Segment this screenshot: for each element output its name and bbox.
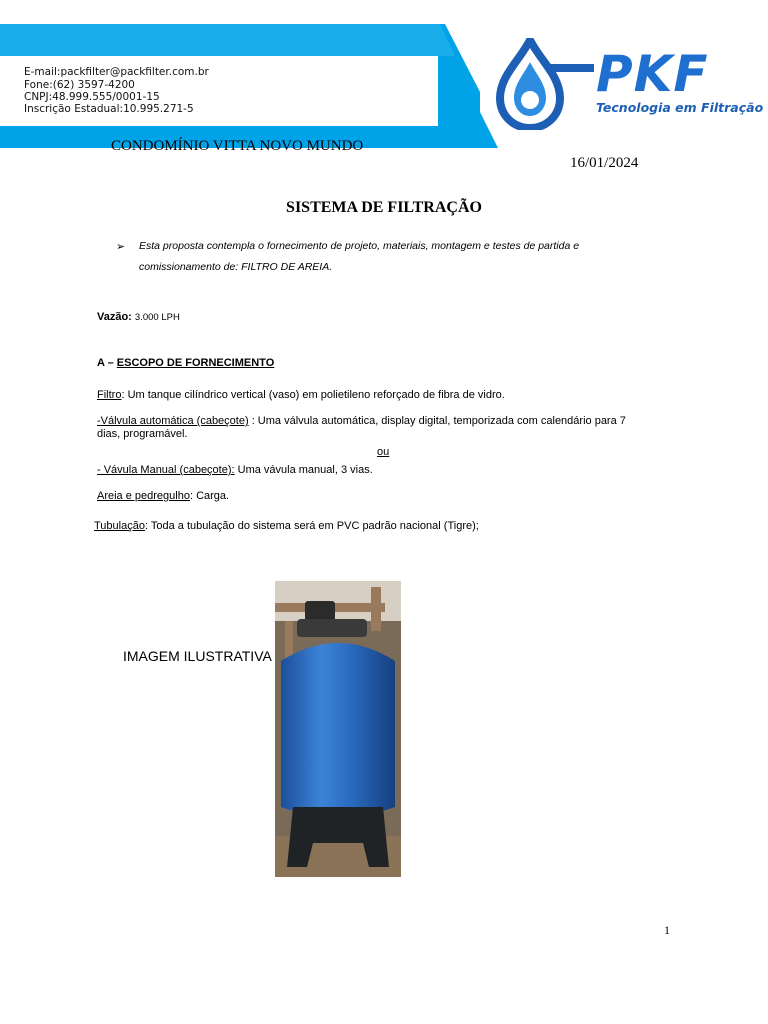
item-text: : Um tanque cilíndrico vertical (vaso) em polietileno reforçado de fibra de vidro. xyxy=(121,389,505,401)
flow-value: 3.000 LPH xyxy=(134,312,180,323)
item-automatic-valve xyxy=(97,415,626,427)
contact-phone: Fone:(62) 3597-4200 xyxy=(24,79,135,91)
item-piping xyxy=(94,520,479,532)
client-name: CONDOMÍNIO VITTA NOVO MUNDO xyxy=(111,138,364,154)
image-caption: IMAGEM ILUSTRATIVA xyxy=(123,648,272,664)
item-label: Areia e pedregulho xyxy=(97,490,190,502)
flow-rate xyxy=(97,311,180,323)
document-date: 16/01/2024 xyxy=(570,155,639,171)
or-separator: ou xyxy=(377,446,390,458)
item-label: -Válvula automática (cabeçote) xyxy=(97,415,249,427)
contact-state-registration: Inscrição Estadual:10.995.271-5 xyxy=(24,103,194,115)
flow-label: Vazão: xyxy=(97,311,132,323)
item-filter xyxy=(97,389,505,401)
item-text: Uma vávula manual, 3 vias. xyxy=(234,464,373,476)
contact-email: E-mail:packfilter@packfilter.com.br xyxy=(24,66,209,78)
item-sand-gravel xyxy=(97,490,229,502)
item-label: Tubulação xyxy=(94,520,145,532)
item-text: : Uma válvula automática, display digital, temporizada com calendário para 7 xyxy=(248,415,626,427)
intro-line-2: comissionamento de: FILTRO DE AREIA. xyxy=(139,261,333,273)
item-text: : Toda a tubulação do sistema será em PVC padrão nacional (Tigre); xyxy=(144,520,479,532)
page-number: 1 xyxy=(664,923,670,937)
item-automatic-valve-cont: dias, programável. xyxy=(97,428,188,440)
contact-cnpj: CNPJ:48.999.555/0001-15 xyxy=(24,91,160,103)
section-prefix: A – xyxy=(97,357,114,369)
section-title: ESCOPO DE FORNECIMENTO xyxy=(116,357,275,369)
arrow-bullet-icon: ➢ xyxy=(116,241,126,253)
item-manual-valve xyxy=(97,464,373,476)
document-title: SISTEMA DE FILTRAÇÃO xyxy=(286,199,482,216)
item-text: : Carga. xyxy=(189,490,230,502)
brand-logo-text: PKF xyxy=(596,45,709,103)
filter-tank-photo xyxy=(275,581,401,877)
water-drop-gear-icon xyxy=(490,38,594,130)
intro-line-1: Esta proposta contempla o fornecimento de projeto, materiais, montagem e testes de partida e xyxy=(139,240,580,252)
section-heading xyxy=(97,357,274,369)
item-label: - Vávula Manual (cabeçote): xyxy=(97,464,235,476)
item-label: Filtro xyxy=(97,389,122,401)
brand-tagline: Tecnologia em Filtração xyxy=(596,100,764,115)
